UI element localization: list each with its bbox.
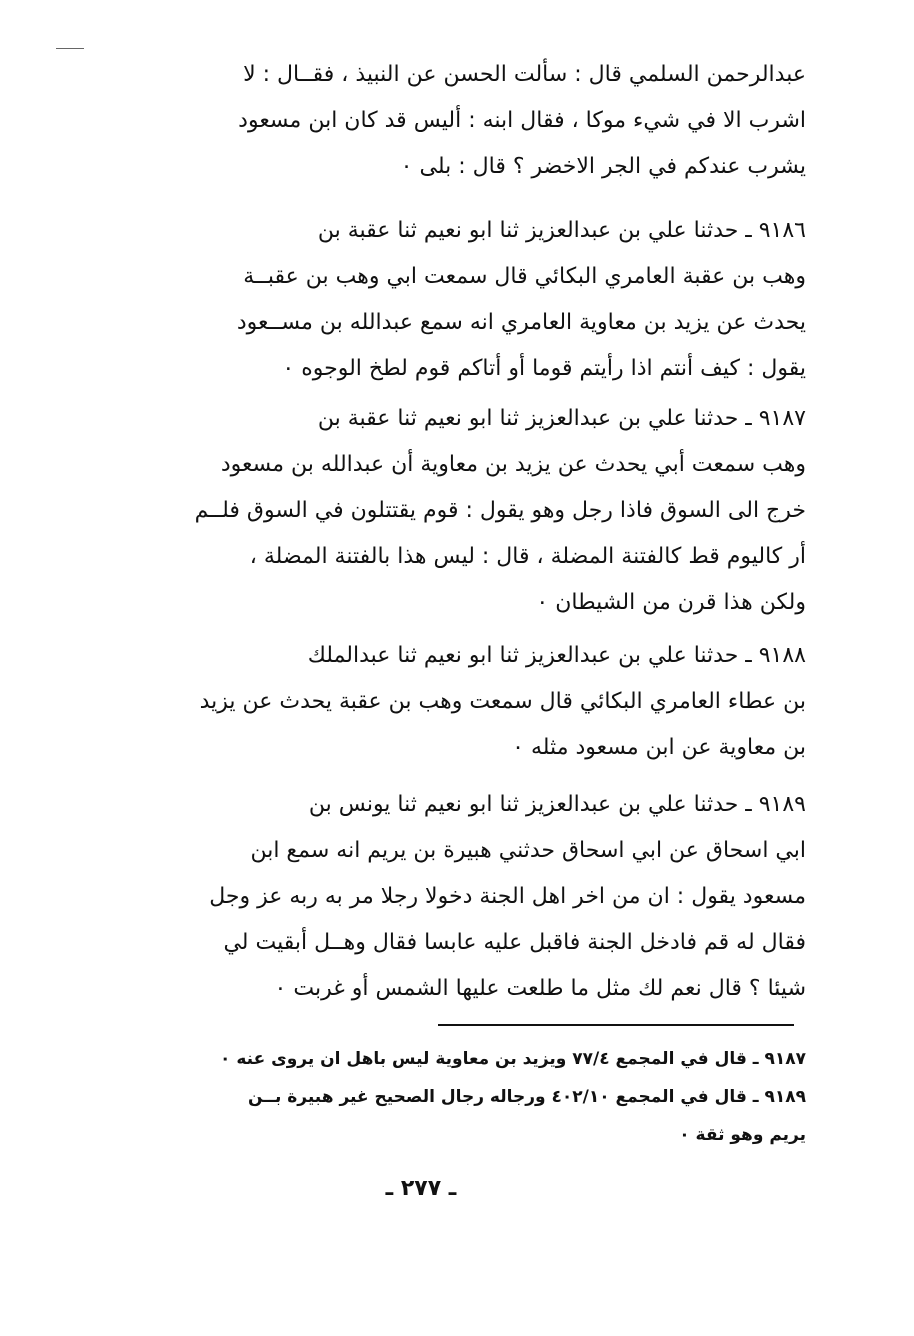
text-line: ٩١٨٨ ـ حدثنا علي بن عبدالعزيز ثنا ابو نعيم ثنا عبدالملك xyxy=(307,643,806,668)
footnote-divider xyxy=(438,1024,794,1026)
text-line: ٩١٨٧ ـ حدثنا علي بن عبدالعزيز ثنا ابو نعيم ثنا عقبة بن xyxy=(317,406,806,431)
footnote-line: يريم وهو ثقة ٠ xyxy=(679,1125,806,1145)
text-line: فقال له قم فادخل الجنة فاقبل عليه عابسا فقال وهــل أبقيت لي xyxy=(223,930,806,955)
footnotes xyxy=(100,1040,806,1154)
text-line: ٩١٨٦ ـ حدثنا علي بن عبدالعزيز ثنا ابو نعيم ثنا عقبة بن xyxy=(317,218,806,243)
footnote-line: ٩١٨٧ ـ قال في المجمع ٧٧/٤ ويزيد بن معاوية ليس باهل ان يروى عنه ٠ xyxy=(220,1049,806,1069)
text-line: بن عطاء العامري البكائي قال سمعت وهب بن عقبة يحدث عن يزيد xyxy=(199,689,806,714)
text-line: يحدث عن يزيد بن معاوية العامري انه سمع عبدالله بن مســعود xyxy=(236,310,806,335)
text-line: اشرب الا في شيء موكا ، فقال ابنه : أليس قد كان ابن مسعود xyxy=(238,108,806,133)
text-line: خرج الى السوق فاذا رجل وهو يقول : قوم يقتتلون في السوق فلــم xyxy=(194,498,806,523)
page-number: ـ ٢٧٧ ـ xyxy=(385,1176,457,1201)
footnote-line: ٩١٨٩ ـ قال في المجمع ٤٠٢/١٠ ورجاله رجال الصحيح غير هبيرة بــن xyxy=(248,1087,806,1107)
text-line: بن معاوية عن ابن مسعود مثله ٠ xyxy=(512,735,806,760)
text-line: شيئا ؟ قال نعم لك مثل ما طلعت عليها الشمس أو غربت ٠ xyxy=(274,976,806,1001)
text-line: أر كاليوم قط كالفتنة المضلة ، قال : ليس هذا بالفتنة المضلة ، xyxy=(249,544,806,569)
paragraph-intro xyxy=(100,52,806,190)
paragraph-9189 xyxy=(100,782,806,1012)
text-line: مسعود يقول : ان من اخر اهل الجنة دخولا رجلا مر به ربه عز وجل xyxy=(209,884,806,909)
text-line: ولكن هذا قرن من الشيطان ٠ xyxy=(536,590,806,615)
paragraph-9186 xyxy=(100,208,806,392)
text-line: يشرب عندكم في الجر الاخضر ؟ قال : بلى ٠ xyxy=(400,154,806,179)
text-line: ٩١٨٩ ـ حدثنا علي بن عبدالعزيز ثنا ابو نعيم ثنا يونس بن xyxy=(308,792,806,817)
paragraph-9187 xyxy=(100,396,806,626)
text-line: يقول : كيف أنتم اذا رأيتم قوما أو أتاكم قوم لطخ الوجوه ٠ xyxy=(282,356,806,381)
text-line: عبدالرحمن السلمي قال : سألت الحسن عن النبيذ ، فقــال : لا xyxy=(243,62,806,87)
text-line: وهب بن عقبة العامري البكائي قال سمعت ابي وهب بن عقبــة xyxy=(243,264,806,289)
paragraph-9188 xyxy=(100,633,806,771)
text-line: ابي اسحاق عن ابي اسحاق حدثني هبيرة بن يريم انه سمع ابن xyxy=(250,838,806,863)
corner-mark xyxy=(56,48,84,49)
text-line: وهب سمعت أبي يحدث عن يزيد بن معاوية أن عبدالله بن مسعود xyxy=(220,452,806,477)
